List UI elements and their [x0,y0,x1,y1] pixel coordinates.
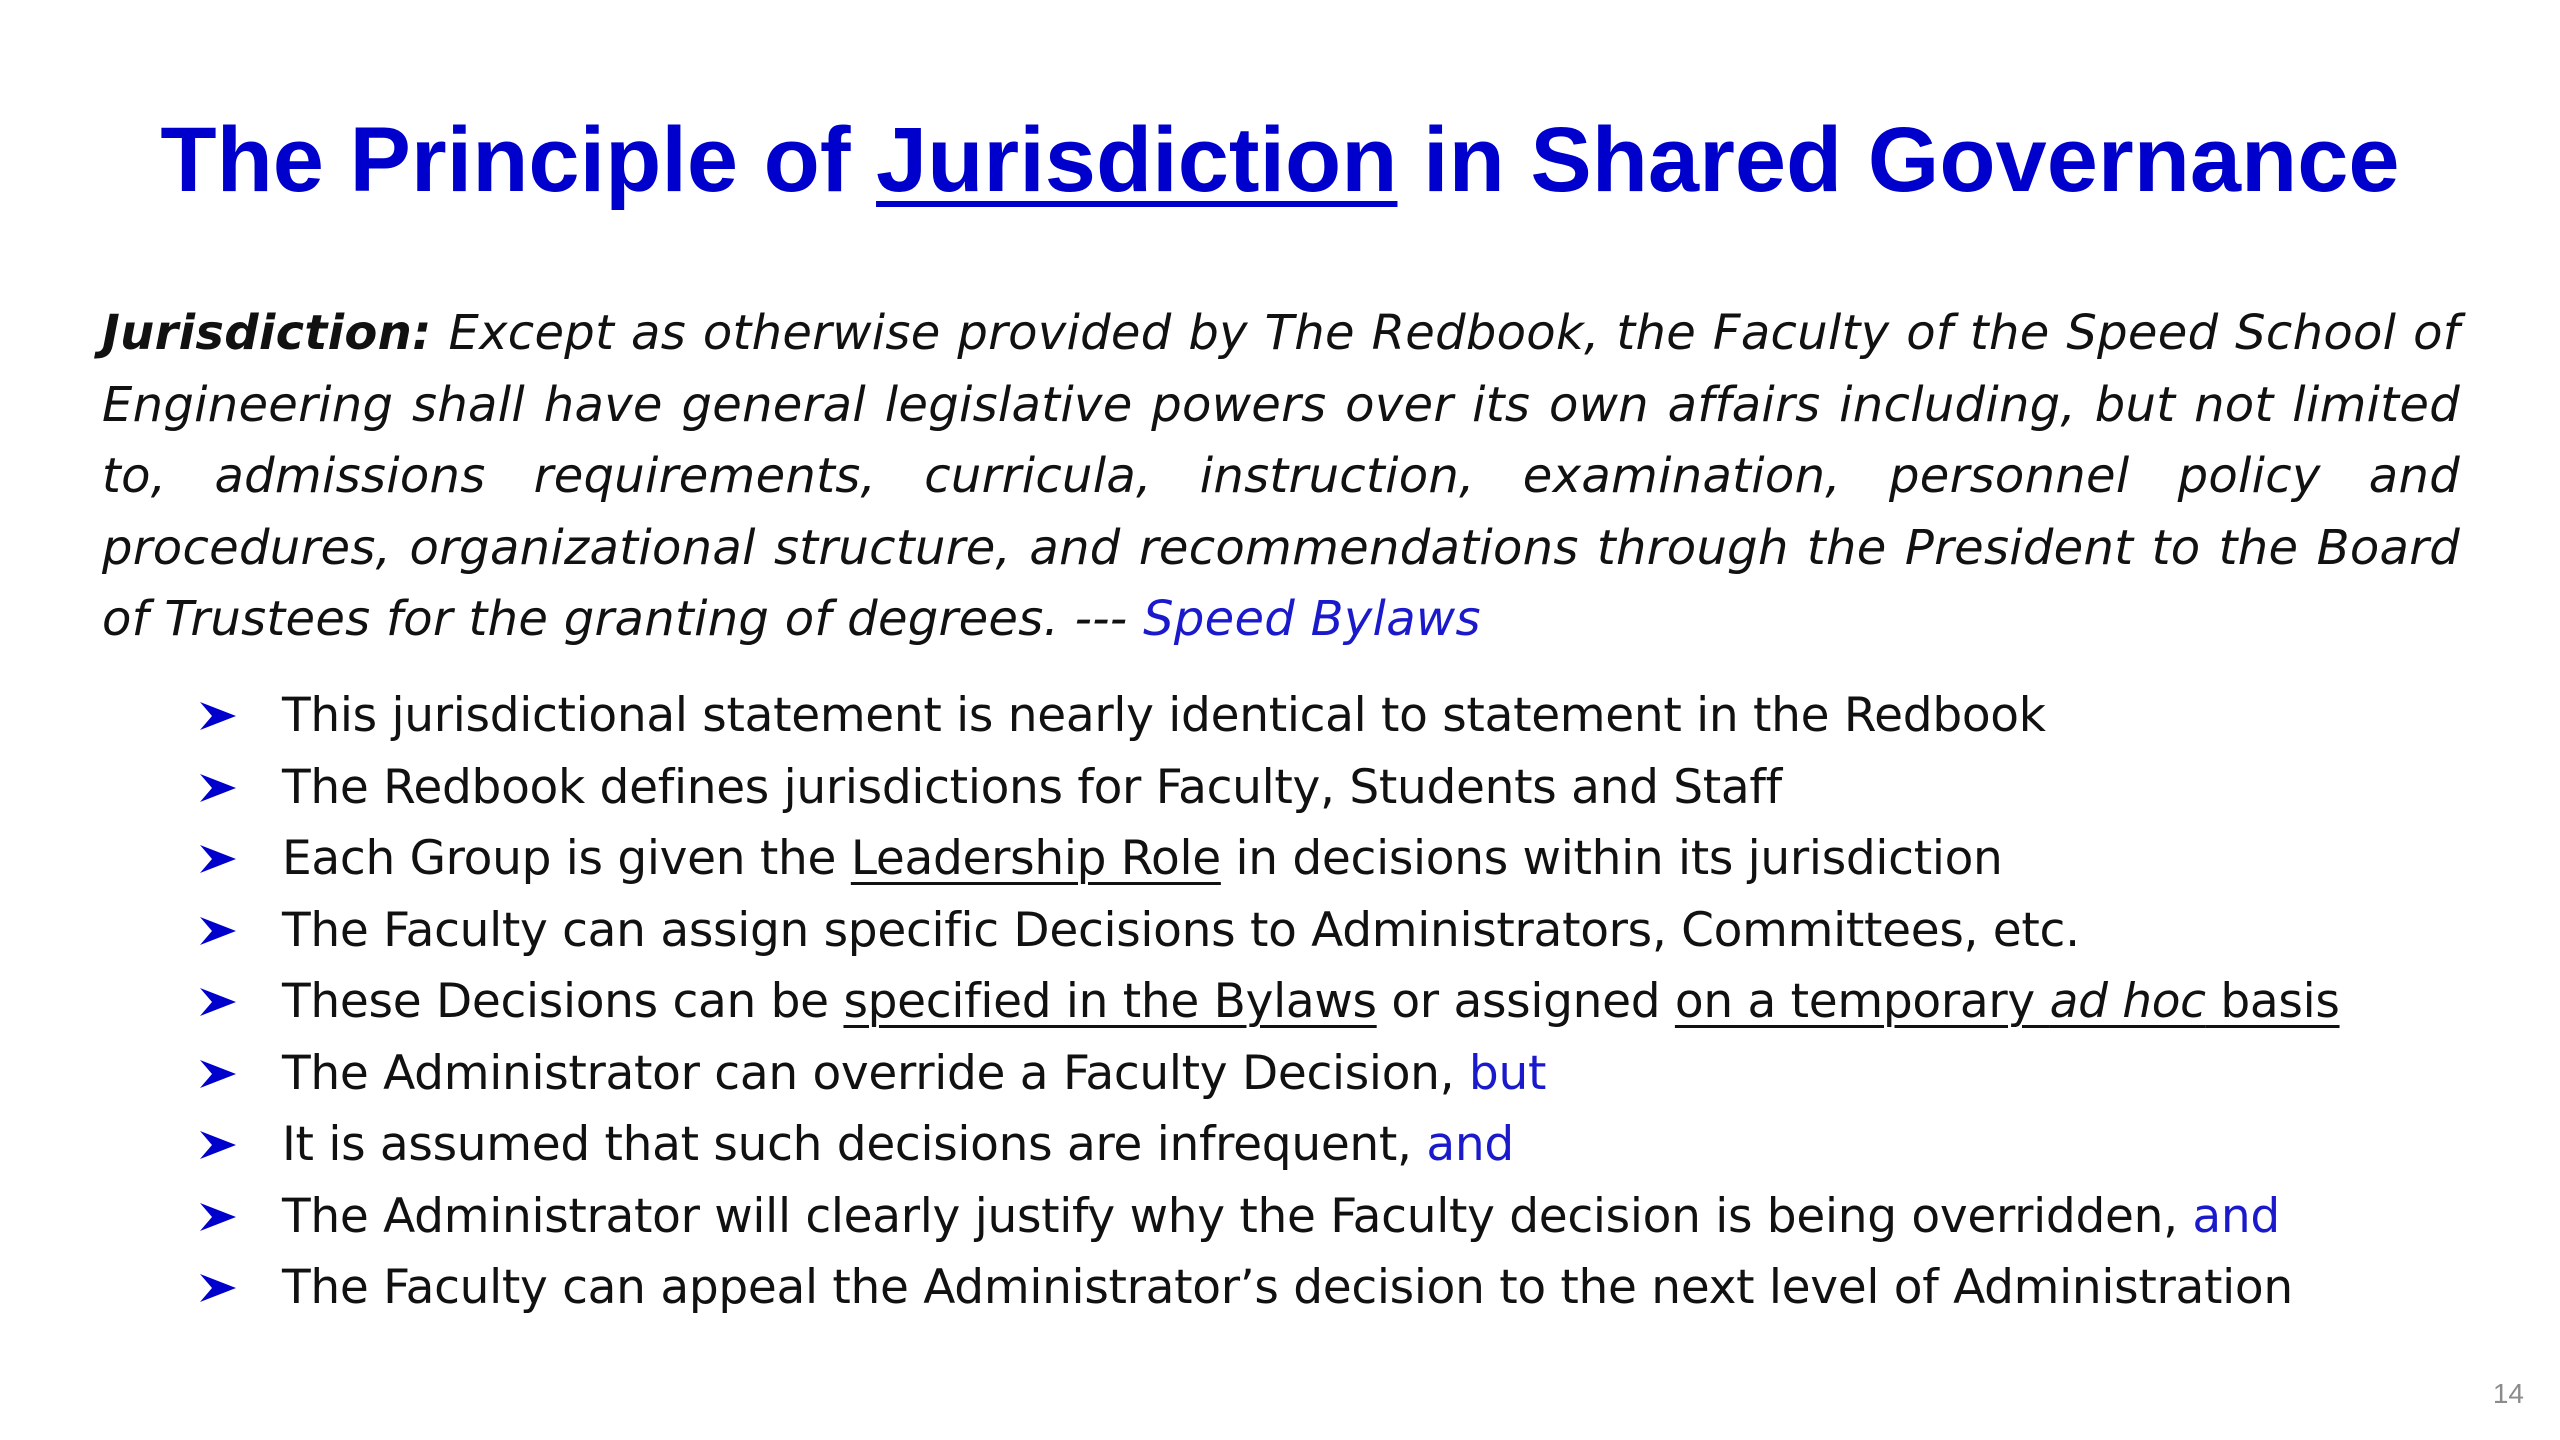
quote-term: Jurisdiction: [102,305,432,361]
page-number: 14 [2492,1378,2524,1409]
bullet-italic-part: ad hoc [2049,974,2206,1029]
bullet-highlight-word: and [1426,1117,1514,1172]
bullet-underlined-part: basis [2205,974,2340,1029]
bullet-item [198,1252,2498,1324]
bullet-item [198,966,2498,1038]
bullet-underlined-part: on a temporary [1674,974,2050,1029]
bullet-highlight-word: and [2192,1188,2280,1244]
quote-text: Except as otherwise provided by The Redbook, the Faculty of the Speed School of Engineering shall have general legislative powers over its own affairs including, but not limited to, admissions requirements, curricula, instruction, examination, personnel policy and procedures, organizational structure, and recommendations through the President to the Board of Trustees for the granting of degrees. --- [102,305,2460,647]
quote-source: Speed Bylaws [1143,591,1481,647]
bullet-item [198,823,2498,895]
bullet-list [198,680,2498,1324]
bullet-item [198,1038,2498,1110]
arrow-bullet-icon [198,772,238,804]
bullet-text: The Administrator will clearly justify why the Faculty decision is being overridden, [282,1188,2193,1244]
bullet-underlined-text: specified in the Bylaws [843,974,1377,1029]
arrow-bullet-icon [198,1058,238,1090]
bullet-underlined-text: Leadership Role [850,831,1221,886]
bullet-text: The Faculty can assign specific Decisions to Administrators, Committees, etc. [282,902,2080,958]
bullet-text: This jurisdictional statement is nearly identical to statement in the Redbook [282,688,2046,743]
bullet-item [198,895,2498,967]
arrow-bullet-icon [198,843,238,875]
arrow-bullet-icon [198,700,238,732]
bullet-text: Each Group is given the [282,831,851,886]
bullet-item [198,1181,2498,1253]
bullet-text: These Decisions can be [282,974,844,1029]
bullet-text: The Faculty can appeal the Administrator’s decision to the next level of Administration [282,1260,2293,1315]
bullet-text: The Redbook defines jurisdictions for Faculty, Students and Staff [282,759,1782,815]
title-text-before: The Principle of [160,109,877,211]
title-underlined-word: Jurisdiction [876,109,1398,211]
bullet-text: or assigned [1376,974,1675,1029]
arrow-bullet-icon [198,915,238,947]
jurisdiction-quote [102,298,2460,656]
bullet-item [198,680,2498,752]
arrow-bullet-icon [198,1272,238,1304]
bullet-text: It is assumed that such decisions are infrequent, [282,1117,1427,1172]
bullet-underlined-text [1675,974,2340,1029]
bullet-item [198,752,2498,824]
bullet-text: The Administrator can override a Faculty Decision, [282,1045,1469,1101]
bullet-highlight-word: but [1468,1045,1547,1101]
arrow-bullet-icon [198,1201,238,1233]
arrow-bullet-icon [198,986,238,1018]
bullet-text: in decisions within its jurisdiction [1220,831,2003,886]
arrow-bullet-icon [198,1129,238,1161]
title-text-after: in Shared Governance [1397,109,2400,211]
slide-title [0,100,2560,220]
bullet-item [198,1109,2498,1181]
